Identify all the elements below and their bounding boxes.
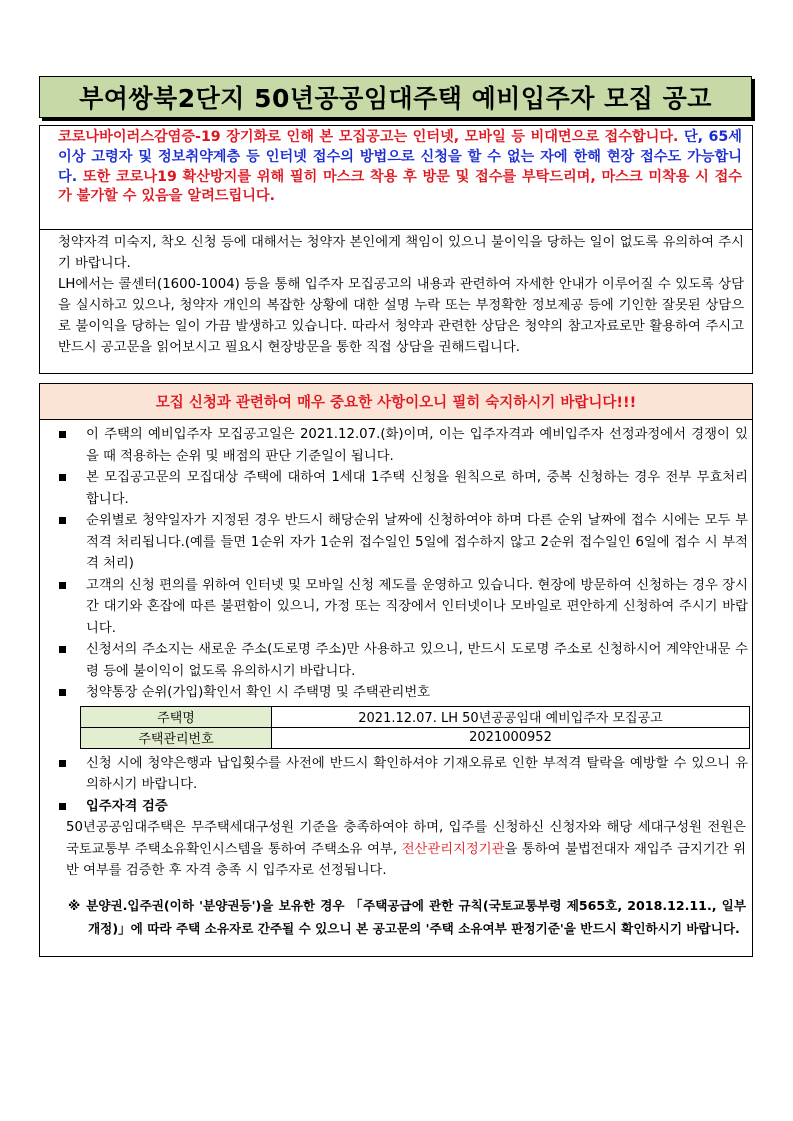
bullet-list-2 bbox=[40, 753, 752, 818]
page-title: 부여쌍북2단지 50년공공임대주택 예비입주자 모집 공고 bbox=[39, 76, 752, 118]
list-item-qualification: 입주자격 검증 bbox=[40, 796, 752, 818]
bullet-square-icon bbox=[59, 517, 66, 524]
table-value-cell: 2021.12.07. LH 50년공공임대 예비입주자 모집공고 bbox=[272, 706, 750, 727]
qualification-body: 50년공공임대주택은 무주택세대구성원 기준을 충족하여야 하며, 입주를 신청하신 신청자와 해당 세대구성원 전원은 국토교통부 주택소유확인시스템을 통하여 주택소유 여부, 전산관리지정기관을 통하여 불법전대자 재입주 금지기간 위반 여부를 검증한 후 자격 충족 시 입주자로 선정됩니다. bbox=[66, 820, 746, 878]
notice-emphasis-1: 코로나바이러스감염증-19 장기화로 인해 본 모집공고는 인터넷, 모바일 등 비대면으로 접수합니다. bbox=[58, 129, 684, 145]
main-section bbox=[39, 383, 753, 957]
list-item: 청약통장 순위(가입)확인서 확인 시 주택명 및 주택관리번호 bbox=[40, 682, 752, 704]
table-label-cell: 주택명 bbox=[81, 706, 272, 727]
notice-emphasis-3: 또한 코로나19 확산방지를 위해 필히 마스크 착용 후 방문 및 접수를 부탁드리며, 마스크 미착용 시 접수가 불가할 수 있음을 알려드립니다. bbox=[58, 168, 742, 205]
list-item: 순위별로 청약일자가 지정된 경우 반드시 해당순위 날짜에 신청하여야 하며 다른 순위 날짜에 접수 시에는 모두 부적격 처리됩니다.(예를 들면 1순위 자가 1순위 접수일인 5일에 접수하지 않고 2순위 접수일인 6일에 접수 시 부적격 처리) bbox=[40, 510, 752, 575]
notice-paragraph: LH에서는 콜센터(1600-1004) 등을 통해 입주자 모집공고의 내용과 관련하여 자세한 안내가 이루어질 수 있도록 상담을 실시하고 있으나, 청약자 개인의 복잡한 상황에 대한 설명 누락 또는 부정확한 정보제공 등에 기인한 잘못된 상담으로 불이익을 당하는 일이 가끔 발생하고 있습니다. 따라서 청약과 관련한 상담은 청약의 참고자료로만 활용하여 주시고 반드시 공고문을 읽어보시고 필요시 현장방문을 통한 직접 상담을 권해드립니다. bbox=[58, 277, 744, 355]
table-label-cell: 주택관리번호 bbox=[81, 727, 272, 748]
highlighted-term: 전산관리지정기관 bbox=[401, 841, 505, 857]
table-row bbox=[81, 706, 750, 727]
notice-body bbox=[40, 230, 752, 358]
notice-emphasis-2: 단, 65세 이상 고령자 및 정보취약계층 등 인터넷 접수의 방법으로 신청을 할 수 없는 자에 한해 현장 접수도 가능합니다. bbox=[58, 129, 742, 185]
bullet-square-icon bbox=[59, 646, 66, 653]
housing-info-table bbox=[80, 706, 750, 749]
bullet-square-icon bbox=[59, 760, 66, 767]
list-item: 고객의 신청 편의를 위하여 인터넷 및 모바일 신청 제도를 운영하고 있습니다. 현장에 방문하여 신청하는 경우 장시간 대기와 혼잡에 따른 불편함이 있으니, 가정 또는 직장에서 인터넷이나 모바일로 편안하게 신청하여 주시기 바랍니다. bbox=[40, 575, 752, 640]
footnote bbox=[40, 882, 752, 940]
table-value-cell: 2021000952 bbox=[272, 727, 750, 748]
bullet-square-icon bbox=[59, 474, 66, 481]
list-item: 신청서의 주소지는 새로운 주소(도로명 주소)만 사용하고 있으니, 반드시 도로명 주소로 신청하시어 계약안내문 수령 등에 불이익이 없도록 유의하시기 바랍니다. bbox=[40, 639, 752, 682]
list-item: 이 주택의 예비입주자 모집공고일은 2021.12.07.(화)이며, 이는 입주자격과 예비입주자 선정과정에서 경쟁이 있을 때 적용하는 순위 및 배점의 판단 기준일이 됩니다. bbox=[40, 424, 752, 467]
bullet-list bbox=[40, 420, 752, 704]
list-item: 신청 시에 청약은행과 납입횟수를 사전에 반드시 확인하셔야 기재오류로 인한 부적격 탈락을 예방할 수 있으니 유의하시기 바랍니다. bbox=[40, 753, 752, 796]
bullet-square-icon bbox=[59, 689, 66, 696]
important-header: 모집 신청과 관련하여 매우 중요한 사항이오니 필히 숙지하시기 바랍니다!!! bbox=[40, 384, 752, 420]
list-item: 본 모집공고문의 모집대상 주택에 대하여 1세대 1주택 신청을 원칙으로 하며, 중복 신청하는 경우 전부 무효처리 합니다. bbox=[40, 467, 752, 510]
footnote-text: ※ 분양권.입주권(이하 '분양권등')을 보유한 경우 「주택공급에 관한 규칙(국토교통부령 제565호, 2018.12.11., 일부개정)」에 따라 주택 소유자로 간주될 수 있으니 본 공고문의 '주택 소유여부 판정기준'을 반드시 확인하시기 바랍니다. bbox=[68, 897, 746, 936]
notice-paragraph: 청약자격 미숙지, 착오 신청 등에 대해서는 청약자 본인에게 책임이 있으니 불이익을 당하는 일이 없도록 유의하여 주시기 바랍니다. bbox=[58, 235, 744, 271]
notice-emphasis bbox=[40, 126, 752, 230]
notice-box bbox=[39, 125, 753, 374]
bullet-square-icon bbox=[59, 431, 66, 438]
bullet-square-icon bbox=[59, 803, 66, 810]
housing-info-table-wrap bbox=[40, 704, 752, 753]
bullet-square-icon bbox=[59, 582, 66, 589]
table-row bbox=[81, 727, 750, 748]
